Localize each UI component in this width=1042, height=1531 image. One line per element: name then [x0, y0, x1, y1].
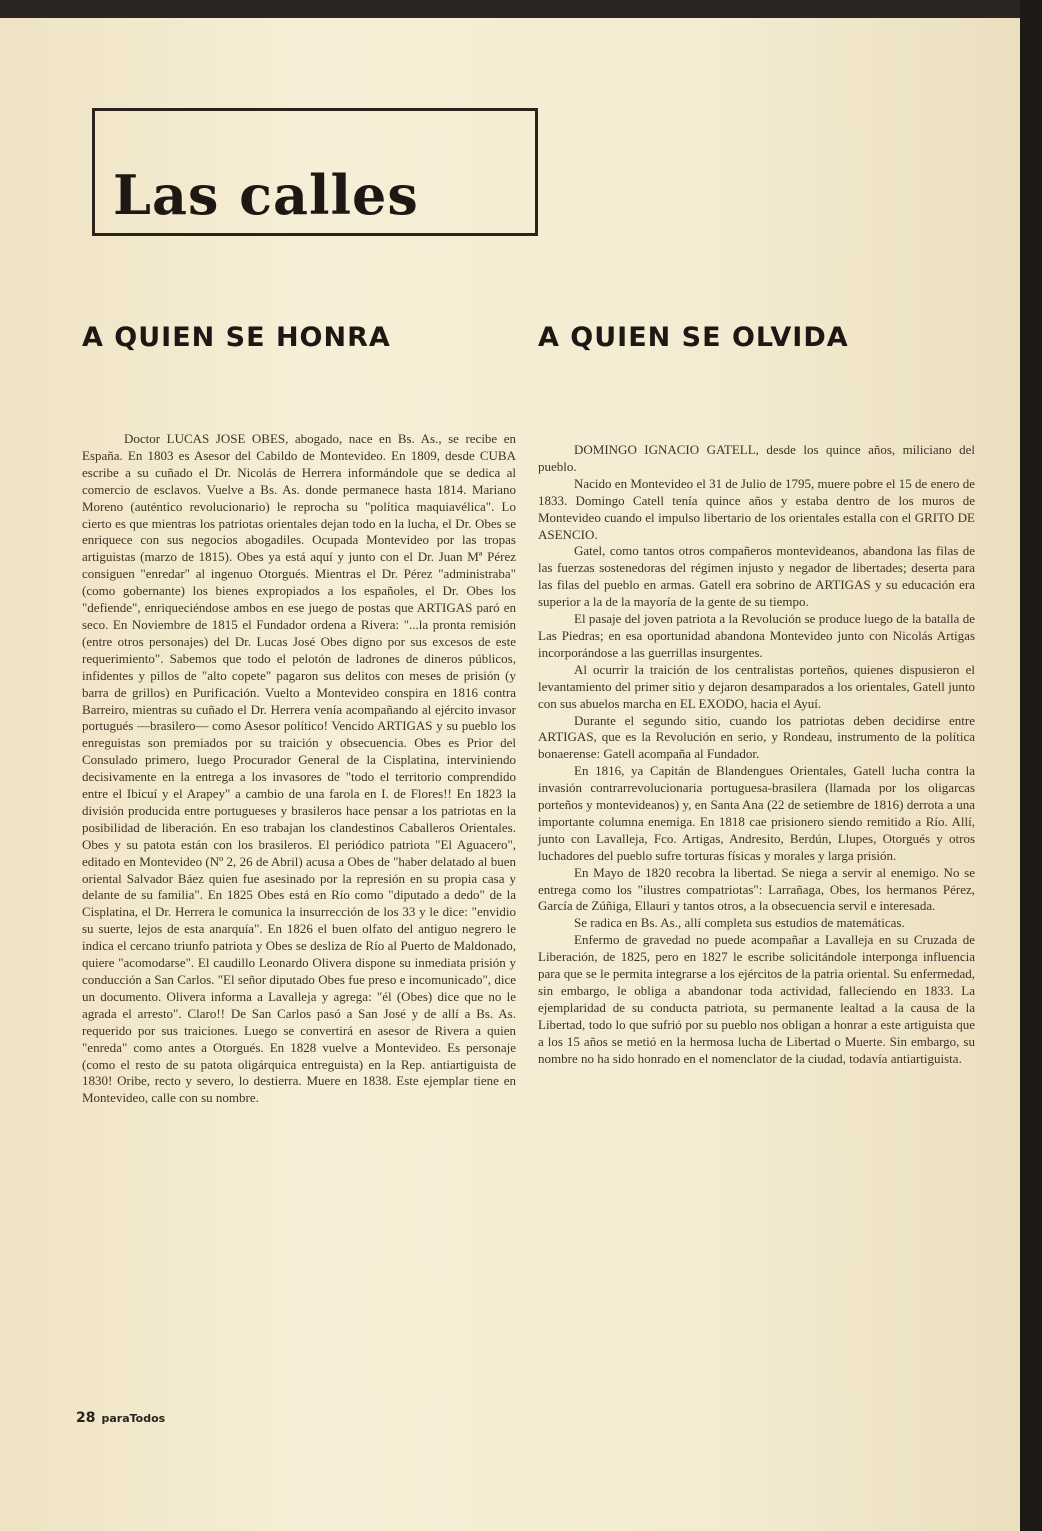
- left-paragraph: Doctor LUCAS JOSE OBES, abogado, nace en Bs. As., se recibe en España. En 1803 es Asesor del Cabildo de Montevideo. En 1809, desde CUBA escribe a su cuñado el Dr. Nicolás de Herrera informándole que se dedica al comercio de esclavos. Vuelve a Bs. As. donde permanece hasta 1814. Mariano Moreno (auténtico revolucionario) le reprocha su "política maquiavélica". Lo cierto es que mientras los patriotas orientales dejan todo en la lucha, el Dr. Obes se enriquece con sus negocios abogadiles. Ocupada Montevideo por las tropas artiguistas (marzo de 1815). Obes ya está aquí y junto con el Dr. Juan Mª Pérez consiguen "enredar" al ingenuo Otorgués. Mientras el Dr. Pérez "administraba" (como gobernante) los bienes expropiados a los españoles, el Dr. Obes los "defiende", enriqueciéndose ambos en ese juego de postas que ARTIGAS paró en seco. En Noviembre de 1815 el Fundador ordena a Rivera: "...la pronta remisión (entre otros personajes) del Dr. Lucas José Obes digno por sus excesos de este requerimiento". Sabemos que todo el pelotón de ladrones de dineros públicos, infidentes y pillos de "alto copete" pagaron sus delitos con meses de prisión (y barra de grillos) en Purificación. Vuelto a Montevideo conspira en 1816 contra Barreiro, mientras su cuñado el Dr. Herrera venía acompañando al ejército invasor portugués —brasilero— como Asesor político! Vencido ARTIGAS y su pueblo los enreguistas son premiados por su traición y obsecuencia. Obes es Prior del Consulado primero, luego Procurador General de la Cisplatina, interviniendo decisivamente en la entrega a los invasores de "todo el territorio comprendido entre el Ibicuí y el Arapey" a cambio de una farola en I. de Flores!! En 1823 la división producida entre portugueses y brasileros hace pensar a los patriotas en la posibilidad de liberación. En eso trabajan los clandestinos Caballeros Orientales. Obes y su patota están con los brasileros. El periódico patriota "El Aguacero", editado en Montevideo (Nº 2, 26 de Abril) acusa a Obes de "haber delatado al buen oriental Salvador Báez quien fue asesinado por la represión en su propia casa y delante de su familia". En 1825 Obes está en Río como "diputado a dedo" de la Cisplatina, el Dr. Herrera le comunica la insurrección de los 33 y le dice: "envidio su suerte, lejos de esta anarquía". En 1826 el buen olfato del antiguo negrero le indica el cercano triunfo patriota y Obes se desliza de Río al Puerto de Maldonado, quiere "acomodarse". El caudillo Leonardo Olivera dispone su inmediata prisión y conducción a San Carlos. "El señor diputado Obes fue preso e incomunicado", dice un documento. Olivera informa a Lavalleja y agrega: "él (Obes) dice que no le agrada el arresto". Claro!! De San Carlos pasó a San José y de allí a Bs. As. requerido por sus traiciones. Luego se convertirá en asesor de Rivera a quien "enreda" como antes a Otorgués. En 1828 vuelve a Montevideo. Es personaje (como el resto de su patota oligárquica entreguista) en la Rep. antiartiguista de 1830! Oribe, recto y severo, lo destierra. Muere en 1838. Este ejemplar tiene en Montevideo, calle con su nombre.: [82, 431, 516, 1106]
- right-paragraph: En 1816, ya Capitán de Blandengues Orientales, Gatell lucha contra la invasión contrarrevolucionaria portuguesa-brasilera (llamada por los oligarcas porteños y montevideanos) y, en Santa Ana (22 de setiembre de 1816) derrota a una importante columna enemiga. En 1818 cae prisionero siendo remitido a Río. Allí, junto con Lavalleja, Fco. Artigas, Andresito, Berdún, Llupes, Otorgués y otros luchadores del pueblo sufre torturas físicas y morales y larga prisión.: [538, 763, 975, 863]
- left-heading: A QUIEN SE HONRA: [82, 322, 391, 353]
- right-heading: A QUIEN SE OLVIDA: [538, 322, 849, 353]
- right-paragraph: DOMINGO IGNACIO GATELL, desde los quince años, miliciano del pueblo.: [538, 442, 975, 474]
- page-number: 28: [76, 1410, 96, 1426]
- right-paragraph: En Mayo de 1820 recobra la libertad. Se niega a servir al enemigo. No se entrega como los "ilustres compatriotas": Larrañaga, Obes, los hermanos Pérez, García de Zúñiga, Ellauri y tantos otros, a la obsecuencia servil e interesada.: [538, 864, 975, 914]
- right-paragraph: Al ocurrir la traición de los centralistas porteños, quienes dispusieron el levantamiento del primer sitio y dejaron desamparados a los orientales, Gatell junto con sus abuelos marcha en EL EXODO, hacia el Ayuí.: [538, 661, 975, 711]
- right-paragraph: Gatel, como tantos otros compañeros montevideanos, abandona las filas de las fuerzas sostenedoras del régimen injusto y negador de libertades; deserta para las filas del pueblo en armas. Gatell era sobrino de ARTIGAS y su educación era superior a la de la mayoría de la gente de su tiempo.: [538, 543, 975, 610]
- right-paragraph: Durante el segundo sitio, cuando los patriotas deben decidirse entre ARTIGAS, que es la Revolución en serio, y Rondeau, instrumento de la política bonaerense: Gatell acompaña al Fundador.: [538, 712, 975, 762]
- right-paragraph: El pasaje del joven patriota a la Revolución se produce luego de la batalla de Las Piedras; en esa oportunidad abandona Montevideo junto con Nicolás Artigas incorporándose a las guerrillas insurgentes.: [538, 611, 975, 660]
- left-column: [82, 431, 516, 1107]
- magazine-name: paraTodos: [101, 1412, 166, 1425]
- right-paragraph: Enfermo de gravedad no puede acompañar a Lavalleja en su Cruzada de Liberación, de 1825, pero en 1827 le escribe solicitándole interponga influencia para que se le permita integrarse a los ejércitos de la patria oriental. Su enfermedad, sin embargo, le obliga a abandonar toda actividad, falleciendo en 1833. La ejemplaridad de su conducta patriota, su permanente lealtad a la causa de la Libertad, todo lo que sufrió por su pueblo nos obligan a honrar a este artiguista que a los 15 años se metió en la hermosa lucha de Libertad o Muerte. Sin embargo, su nombre no ha sido honrado en el nomenclator de la ciudad, todavía antiartiguista.: [538, 932, 975, 1066]
- scan-right-edge: [1020, 0, 1042, 1531]
- title-box: [92, 108, 538, 236]
- right-paragraph: Se radica en Bs. As., allí completa sus estudios de matemáticas.: [574, 915, 905, 931]
- article-title: Las calles: [113, 163, 419, 227]
- right-paragraph: Nacido en Montevideo el 31 de Julio de 1795, muere pobre el 15 de enero de 1833. Domingo Catell tenía quince años y estaba dentro de los muros de Montevideo cuando el impulso libertario de los orientales estalla con el GRITO DE ASENCIO.: [538, 475, 975, 542]
- page-footer: [76, 1410, 165, 1426]
- right-column: [538, 442, 975, 1068]
- scan-top-edge: [0, 0, 1042, 18]
